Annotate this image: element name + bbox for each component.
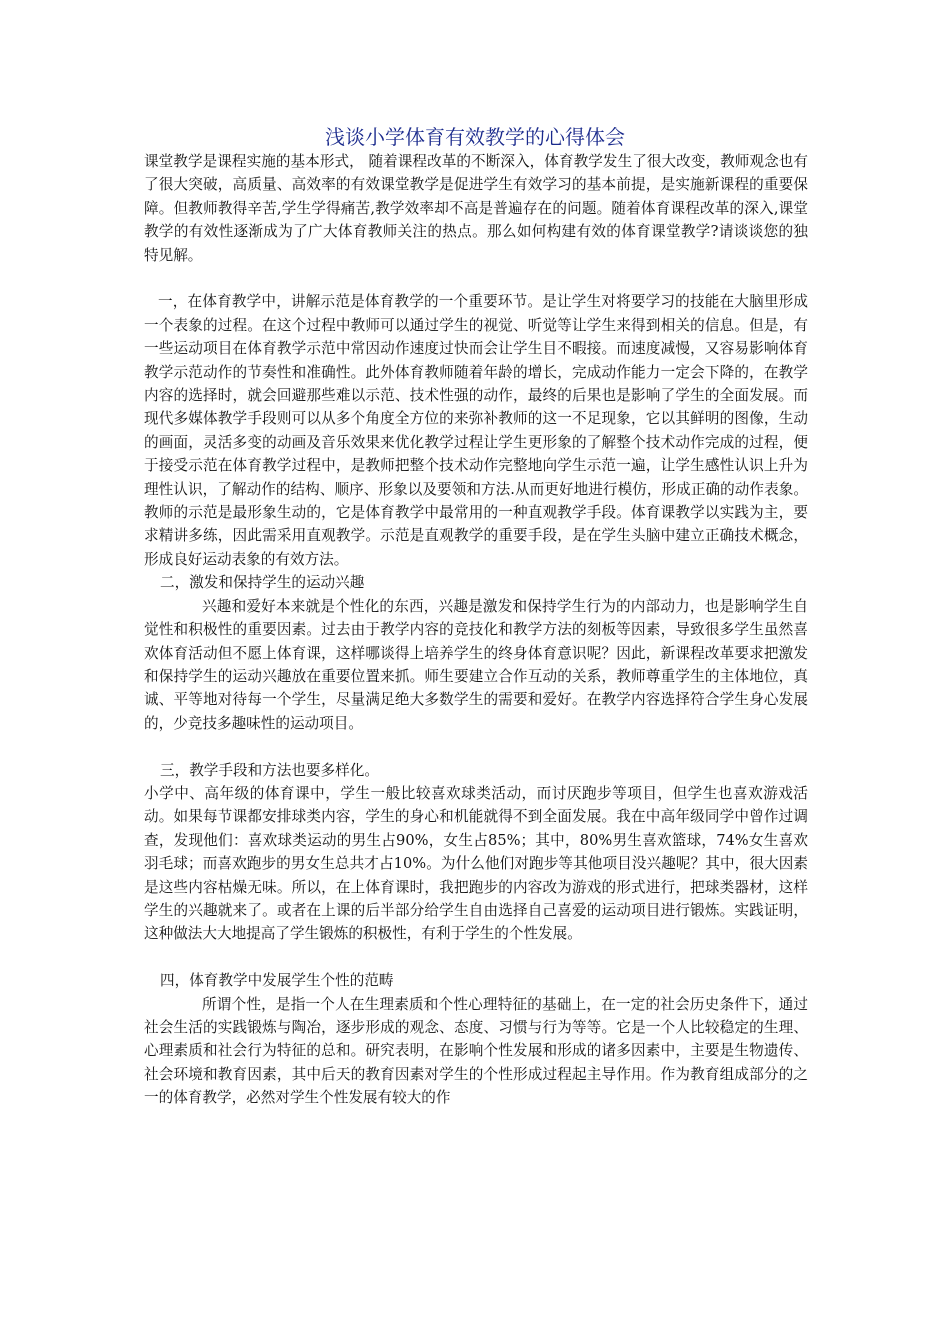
intro-paragraph: 课堂教学是课程实施的基本形式， 随着课程改革的不断深入，体育教学发生了很大改变，教师观念也有了很大突破，高质量、高效率的有效课堂教学是促进学生有效学习的基本前提，是实施新课程的重要保障。但教师教得辛苦,学生学得痛苦,教学效率却不高是普遍存在的问题。随着体育课程改革的深入,课堂教学的有效性逐渐成为了广大体育教师关注的热点。那么如何构建有效的体育课堂教学?请谈谈您的独特见解。 [144, 153, 808, 264]
section-3-paragraph: 小学中、高年级的体育课中，学生一般比较喜欢球类活动，而讨厌跑步等项目，但学生也喜欢游戏活动。如果每节课都安排球类内容，学生的身心和机能就得不到全面发展。我在中高年级同学中曾作过调查，发现他们：喜欢球类运动的男生占90%，女生占85%；其中，80%男生喜欢篮球，74%女生喜欢羽毛球；而喜欢跑步的男女生总共才占10%。为什么他们对跑步等其他项目没兴趣呢？其中，很大因素是这些内容枯燥无味。所以，在上体育课时，我把跑步的内容改为游戏的形式进行，把球类器材，这样学生的兴趣就来了。或者在上课的后半部分给学生自由选择自己喜爱的运动项目进行锻炼。实践证明，这种做法大大地提高了学生锻炼的积极性，有利于学生的个性发展。 [144, 784, 808, 943]
section-4-paragraph: 所谓个性，是指一个人在生理素质和个性心理特征的基础上，在一定的社会历史条件下，通过社会生活的实践锻炼与陶冶，逐步形成的观念、态度、习惯与行为等等。它是一个人比较稳定的生理、心理素质和社会行为特征的总和。研究表明，在影响个性发展和形成的诸多因素中，主要是生物遗传、社会环境和教育因素，其中后天的教育因素对学生的个性形成过程起主导作用。作为教育组成部分的之一的体育教学，必然对学生个性发展有较大的作 [144, 995, 808, 1107]
paragraph-gap [144, 267, 808, 290]
paragraph-gap [144, 735, 808, 758]
section-2-paragraph: 兴趣和爱好本来就是个性化的东西，兴趣是激发和保持学生行为的内部动力，也是影响学生自觉性和积极性的重要因素。过去由于教学内容的竞技化和教学方法的刻板等因素，导致很多学生虽然喜欢体育活动但不愿上体育课，这样哪谈得上培养学生的终身体育意识呢？因此，新课程改革要求把激发和保持学生的运动兴趣放在重要位置来抓。师生要建立合作互动的关系，教师尊重学生的主体地位，真诚、平等地对待每一个学生，尽量满足绝大多数学生的需要和爱好。在教学内容选择符合学生身心发展的，少竞技多趣味性的运动项目。 [144, 597, 808, 732]
paragraph-gap [144, 946, 808, 969]
section-4-heading: 四，体育教学中发展学生个性的范畴 [160, 972, 394, 990]
section-1-paragraph: 一，在体育教学中，讲解示范是体育教学的一个重要环节。是让学生对将要学习的技能在大脑里形成一个表象的过程。在这个过程中教师可以通过学生的视觉、听觉等让学生来得到相关的信息。但是，有一些运动项目在体育教学示范中常因动作速度过快而会让学生目不暇接。而速度减慢，又容易影响体育教学示范动作的节奏性和准确性。此外体育教师随着年龄的增长，完成动作能力一定会下降的，在教学内容的选择时，就会回避那些难以示范、技术性强的动作，最终的后果也是影响了学生的全面发展。而现代多媒体教学手段则可以从多个角度全方位的来弥补教师的这一不足现象，它以其鲜明的图像，生动的画面，灵活多变的动画及音乐效果来优化教学过程让学生更形象的了解整个技术动作完成的过程，便于接受示范在体育教学过程中，是教师把整个技术动作完整地向学生示范一遍，让学生感性认识上升为理性认识，了解动作的结构、顺序、形象以及要领和方法.从而更好地进行模仿，形成正确的动作表象。教师的示范是最形象生动的，它是体育教学中最常用的一种直观教学手段。体育课教学以实践为主，要求精讲多练，因此需采用直观教学。示范是直观教学的重要手段，是在学生头脑中建立正确技术概念，形成良好运动表象的有效方法。 [144, 293, 808, 568]
section-2-heading: 二，激发和保持学生的运动兴趣 [160, 574, 365, 592]
document-body [144, 150, 808, 1110]
document-title: 浅谈小学体育有效教学的心得体会 [325, 125, 625, 149]
section-3-heading: 三，教学手段和方法也要多样化。 [160, 761, 379, 779]
